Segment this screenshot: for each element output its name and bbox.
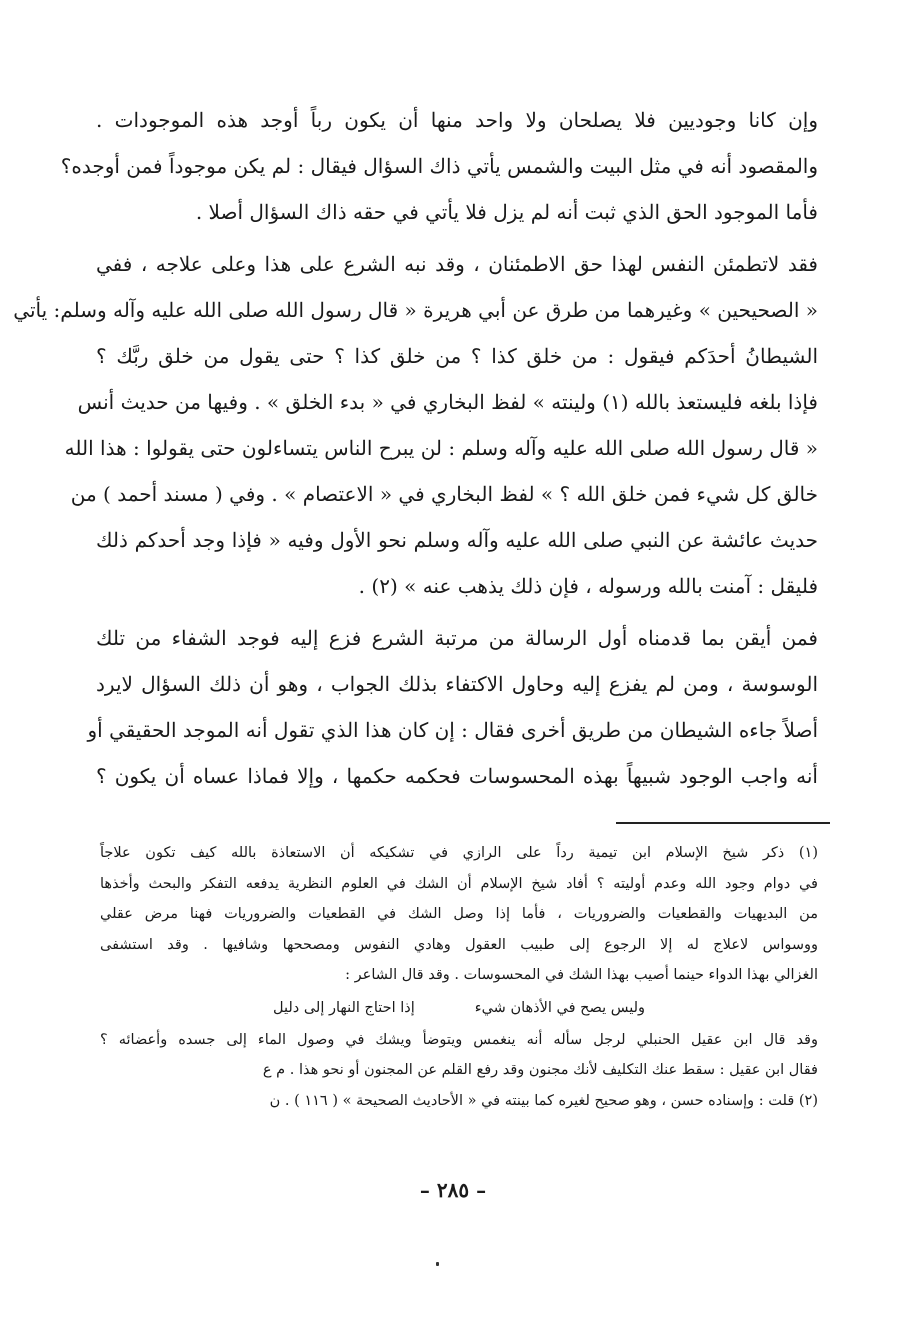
footnote-divider (616, 822, 830, 824)
paragraph (13, 241, 818, 609)
footnote-line: (١) ذكر شيخ الإسلام ابن تيمية رداً على الرازي في تشكيكه أن الاستعاذة بالله كيف تكون علاجاً (100, 845, 818, 861)
footnote-line: من البديهيات والقطعيات والضروريات ، فأما إذا وصل الشك في القطعيات والضروريات فهنا مرض عقلي (100, 906, 818, 922)
text-line: فليقل : آمنت بالله ورسوله ، فإن ذلك يذهب عنه » (٢) . (358, 574, 818, 598)
text-line: « الصحيحين » وغيرهما من طرق عن أبي هريرة « قال رسول الله صلى الله عليه وآله وسلم: يأتي (13, 298, 818, 322)
footnote-line: فقال ابن عقيل : سقط عنك التكليف لأنك مجنون وقد رفع القلم عن المجنون أو نحو هذا . م ع (262, 1062, 818, 1078)
footnotes (100, 838, 818, 1116)
text-line: فأما الموجود الحق الذي ثبت أنه لم يزل فلا يأتي في حقه ذاك السؤال أصلا . (195, 200, 818, 224)
footnote-1 (100, 838, 818, 1086)
footnote-line: الغزالي بهذا الدواء حينما أصيب بهذا الشك في المحسوسات . وقد قال الشاعر : (345, 967, 818, 983)
text-line: الشيطانُ أحدَكم فيقول : من خلق كذا ؟ من خلق كذا ؟ حتى يقول من خلق ربَّك ؟ (96, 344, 818, 368)
poem-verse (100, 991, 818, 1025)
paragraph (87, 615, 819, 799)
text-line: فقد لاتطمئن النفس لهذا حق الاطمئنان ، وقد نبه الشرع على هذا وعلى علاجه ، ففي (96, 252, 818, 276)
text-line: فمن أيقن بما قدمناه أول الرسالة من مرتبة الشرع فزع إليه فوجد الشفاء من تلك (96, 626, 818, 650)
footnote-line: وقد قال ابن عقيل الحنبلي لرجل سأله أنه ينغمس ويتوضأ ويشك في وصول الماء إلى جسده وأعضائه ؟ (100, 1031, 818, 1048)
verse-second-hemistich: إذا احتاج النهار إلى دليل (272, 999, 415, 1016)
paragraph (60, 97, 818, 235)
text-line: « قال رسول الله صلى الله عليه وآله وسلم : لن يبرح الناس يتساءلون حتى يقولوا : هذا الله (64, 436, 818, 460)
footnote-line: (٢) قلت : وإسناده حسن ، وهو صحيح لغيره كما بينته في « الأحاديث الصحيحة » ( ١١٦ ) . ن (269, 1092, 818, 1109)
text-line: فإذا بلغه فليستعذ بالله (١) ولينته » لفظ البخاري في « بدء الخلق » . وفيها من حديث أنس (77, 390, 818, 414)
main-text (13, 97, 819, 799)
text-line: أصلاً جاءه الشيطان من طريق أخرى فقال : إن كان هذا الذي تقول أنه الموجد الحقيقي أو (87, 718, 818, 742)
text-line: والمقصود أنه في مثل البيت والشمس يأتي ذاك السؤال فيقال : لم يكن موجوداً فمن أوجده؟ (60, 154, 818, 178)
footnote-line: ووسواس لاعلاج له إلا الرجوع إلى طبيب العقول وهادي النفوس ومصححها وشافيها . وقد استشفى (100, 936, 818, 953)
text-line: الوسوسة ، ومن لم يفزع إليه وحاول الاكتفاء بذلك الجواب ، وهو أن ذلك السؤال لايرد (96, 672, 819, 696)
verse-first-hemistich: وليس يصح في الأذهان شيء (474, 999, 646, 1016)
footnote-line: في دوام وجود الله وعدم أوليته ؟ أفاد شيخ الإسلام أن الشك في العلوم النظرية يدفعه التفكر والبحث وأخذها (100, 875, 818, 892)
text-line: خالق كل شيء فمن خلق الله ؟ » لفظ البخاري في « الاعتصام » . وفي ( مسند أحمد ) من (70, 482, 818, 506)
text-line: وإن كانا وجوديين فلا يصلحان ولا واحد منها أن يكون رباً أوجد هذه الموجودات . (96, 108, 818, 132)
print-speck (436, 1262, 439, 1266)
footnote-2 (100, 1086, 818, 1117)
text-line: حديث عائشة عن النبي صلى الله عليه وآله وسلم نحو الأول وفيه « فإذا وجد أحدكم ذلك (96, 528, 818, 552)
text-line: أنه واجب الوجود شبيهاً بهذه المحسوسات فحكمه حكمها ، وإلا فماذا عساه أن يكون ؟ (96, 764, 818, 788)
page-number: – ٢٨٥ – (419, 1178, 487, 1202)
